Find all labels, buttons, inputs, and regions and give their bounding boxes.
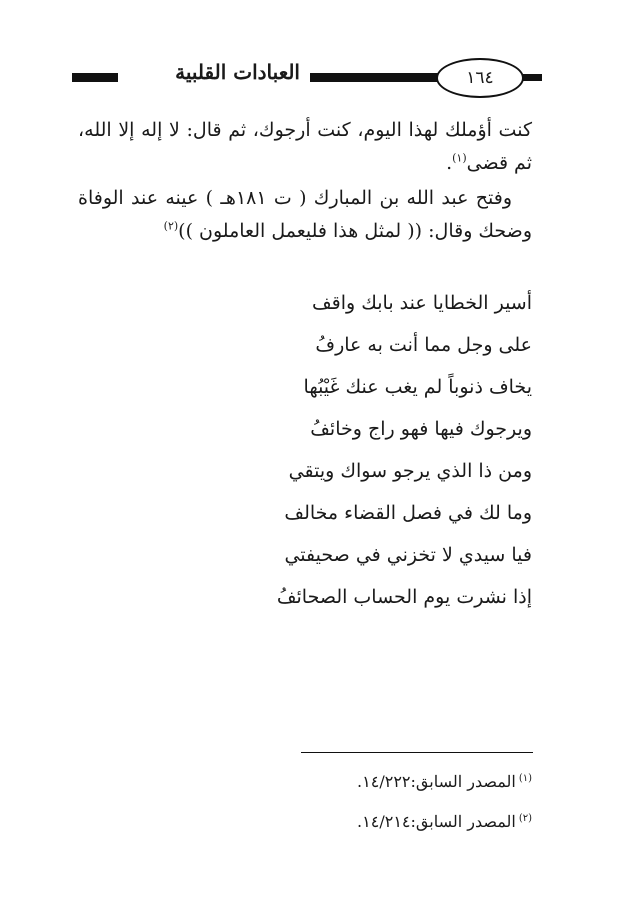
footnote-1 bbox=[78, 762, 532, 802]
page-number: ١٦٤ bbox=[436, 58, 524, 98]
poem-line: على وجل مما أنت به عارفُ bbox=[315, 334, 532, 356]
footnote-separator bbox=[301, 752, 533, 753]
paragraph-1-text: كنت أؤملك لهذا اليوم، كنت أرجوك، ثم قال: لا إله إلا الله، ثم قضى bbox=[78, 119, 532, 174]
footnotes bbox=[78, 762, 532, 842]
paragraph-1 bbox=[78, 114, 532, 180]
poem-line: ويرجوك فيها فهو راج وخائفُ bbox=[310, 418, 532, 440]
paragraph-2-text: وفتح عبد الله بن المبارك ( ت ١٨١هـ ) عينه عند الوفاة وضحك وقال: (( لمثل هذا فليعمل العاملون )) bbox=[78, 187, 532, 242]
poem bbox=[78, 282, 532, 618]
poem-line: أسير الخطايا عند بابك واقف bbox=[312, 292, 532, 314]
poem-line: ومن ذا الذي يرجو سواك ويتقي bbox=[288, 460, 532, 482]
footnote-2-text: المصدر السابق:١٤/٢١٤. bbox=[357, 812, 516, 831]
poem-line: وما لك في فصل القضاء مخالف bbox=[284, 502, 532, 524]
footnote-2 bbox=[78, 802, 532, 842]
header-rule-middle bbox=[310, 73, 442, 82]
footnote-2-mark: (٢) bbox=[518, 812, 532, 824]
footnote-1-mark: (١) bbox=[518, 772, 532, 784]
paragraph-2 bbox=[78, 182, 532, 248]
footnote-1-text: المصدر السابق:١٤/٢٢٢. bbox=[357, 772, 516, 791]
header-rule-left bbox=[72, 73, 118, 82]
main-text bbox=[78, 114, 532, 250]
running-title: العبادات القلبية bbox=[175, 60, 300, 84]
footnote-ref-2: (٢) bbox=[163, 219, 179, 233]
paragraph-1-end: . bbox=[446, 152, 453, 174]
poem-line: إذا نشرت يوم الحساب الصحائفُ bbox=[276, 586, 532, 608]
footnote-ref-1: (١) bbox=[452, 151, 467, 165]
poem-line: فيا سيدي لا تخزني في صحيفتي bbox=[284, 544, 532, 566]
page-header bbox=[72, 58, 542, 98]
poem-line: يخاف ذنوباً لم يغب عنك غَيْبُها bbox=[303, 376, 532, 398]
